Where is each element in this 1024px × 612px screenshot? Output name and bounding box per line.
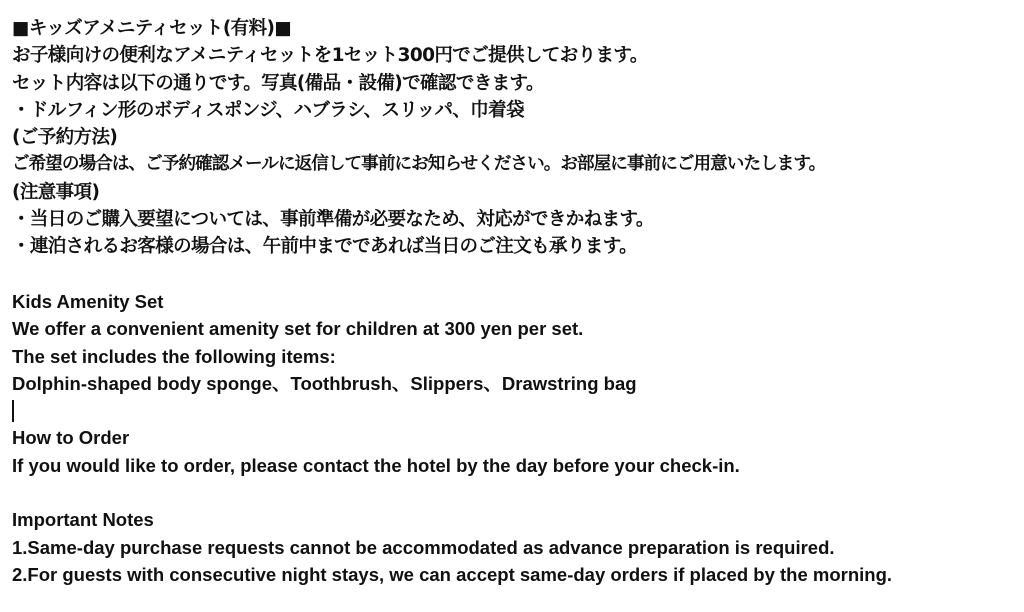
jp-note-2: ・連泊されるお客様の場合は、午前中までであれば当日のご注文も承ります。	[12, 236, 638, 258]
en-title: Kids Amenity Set	[12, 290, 164, 312]
jp-how-to-text: ご希望の場合は、ご予約確認メールに返信して事前にお知らせください。お部屋に事前にご用意いたします。	[12, 154, 826, 175]
jp-items: ・ドルフィン形のボディスポンジ、ハブラシ、スリッパ、巾着袋	[12, 99, 524, 121]
blank-line	[12, 479, 1022, 506]
document-body[interactable]	[12, 15, 1022, 588]
jp-how-to-heading: (ご予約方法)	[12, 127, 118, 149]
jp-intro: お子様向けの便利なアメニティセットを1セット300円でご提供しております。	[12, 45, 648, 67]
jp-note-1: ・当日のご購入要望については、事前準備が必要なため、対応ができかねます。	[12, 209, 654, 231]
en-contents-note: The set includes the following items:	[12, 345, 336, 367]
en-items: Dolphin-shaped body sponge、Toothbrush、Slippers、Drawstring bag	[12, 372, 637, 394]
jp-contents-note: セット内容は以下の通りです。写真(備品・設備)で確認できます。	[12, 72, 544, 94]
blank-line	[12, 261, 1022, 288]
jp-title: ■キッズアメニティセット(有料)■	[12, 18, 292, 39]
en-note-1: 1.Same-day purchase requests cannot be accommodated as advance preparation is required.	[12, 536, 835, 558]
en-note-2: 2.For guests with consecutive night stays, we can accept same-day orders if placed by the morning.	[12, 563, 893, 585]
en-how-to-heading: How to Order	[12, 427, 130, 449]
text-caret-line[interactable]	[12, 397, 1022, 424]
en-how-to-text: If you would like to order, please contact the hotel by the day before your check-in.	[12, 454, 740, 476]
en-notes-heading: Important Notes	[12, 509, 154, 531]
text-caret	[12, 400, 14, 422]
jp-notes-heading: (注意事項)	[12, 181, 100, 203]
en-intro: We offer a convenient amenity set for children at 300 yen per set.	[12, 318, 584, 340]
